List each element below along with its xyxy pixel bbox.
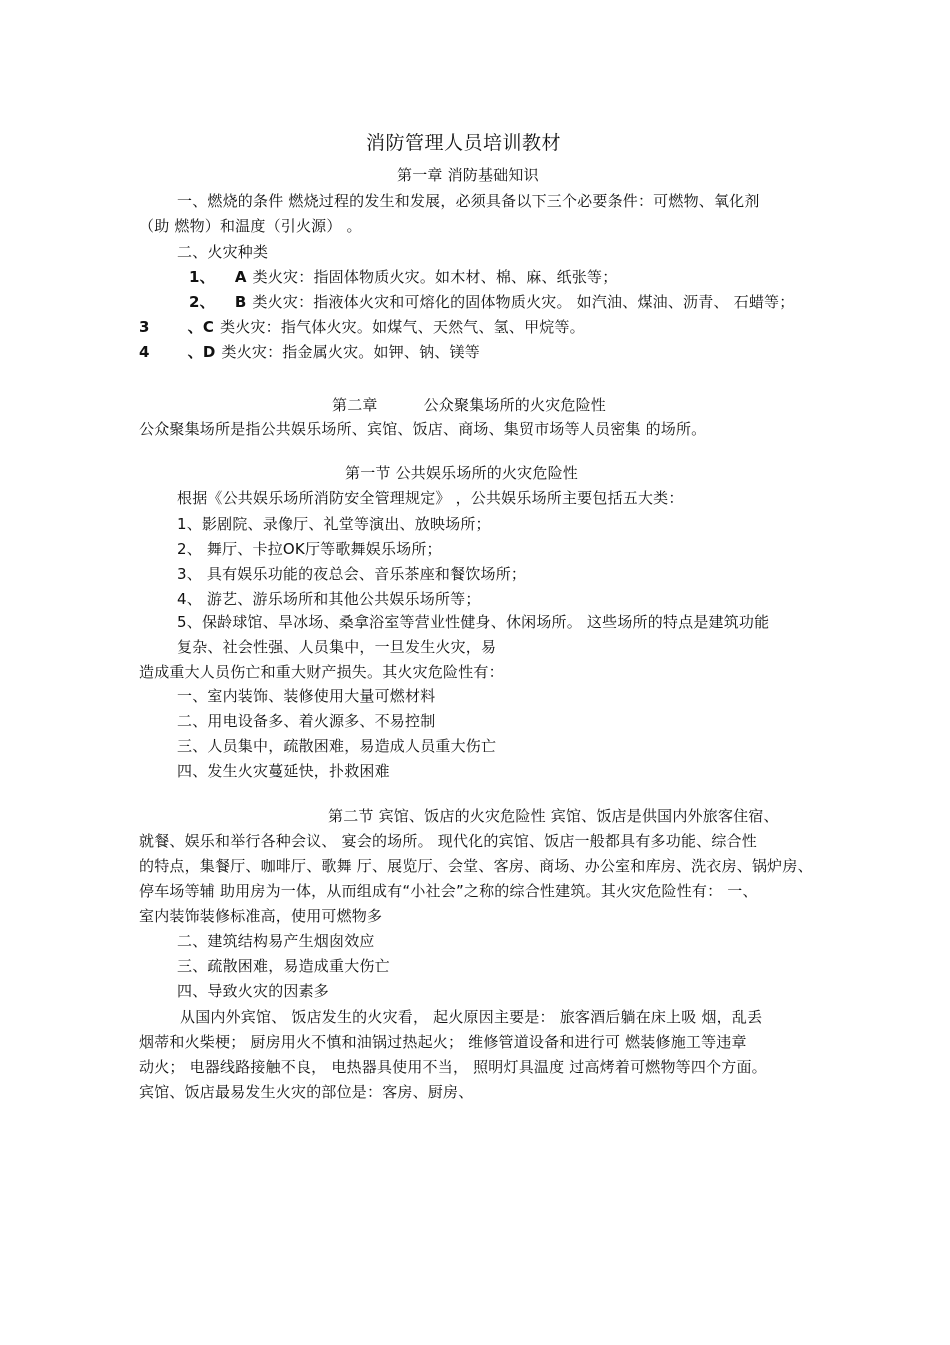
section2-line: 的特点，集餐厅、咖啡厅、歌舞 厅、展览厅、会堂、客房、商场、办公室和库房、洗衣房、锅炉房、 (139, 857, 813, 875)
item-text: 类火灾：指气体火灾。如煤气、天然气、氢、甲烷等。 (220, 318, 585, 336)
item-number: 3 (139, 318, 150, 336)
section2-line: 二、建筑结构易产生烟囱效应 (177, 932, 375, 950)
section1-line: 四、发生火灾蔓延快，扑救困难 (177, 762, 390, 780)
section2-line: 动火； 电器线路接触不良， 电热器具使用不当， 照明灯具温度 过高烤着可燃物等四个方面。 (139, 1058, 767, 1076)
section1-line: 2、 舞厅、卡拉OK厅等歌舞娱乐场所； (177, 540, 442, 558)
fire-class-item (189, 292, 794, 312)
chapter1-paragraph-line: 一、燃烧的条件 燃烧过程的发生和发展，必须具备以下三个必要条件：可燃物、氧化剂 (177, 192, 760, 210)
section2-line: 就餐、娱乐和举行各种会议、 宴会的场所。 现代化的宾馆、饭店一般都具有多功能、综合性 (139, 832, 757, 850)
section2-line: 室内装饰装修标准高，使用可燃物多 (139, 907, 383, 925)
section1-line: 三、人员集中，疏散困难，易造成人员重大伤亡 (177, 737, 497, 755)
item-letter: 、C (187, 318, 215, 336)
section2-line: 四、导致火灾的因素多 (177, 982, 330, 1000)
chapter1-heading: 第一章 消防基础知识 (397, 166, 539, 184)
chapter2-heading-text: 公众聚集场所的火灾危险性 (423, 396, 607, 414)
section2-line: 从国内外宾馆、 饭店发生的火灾看， 起火原因主要是： 旅客酒后躺在床上吸 烟，乱丢 (180, 1008, 763, 1026)
chapter2-heading-number: 第二章 (332, 396, 378, 414)
item-text: 类火灾：指固体物质火灾。如木材、棉、麻、纸张等； (252, 268, 618, 286)
item-letter: 、D (187, 343, 216, 361)
item-number: 4 (139, 343, 150, 361)
item-letter: A (234, 268, 247, 286)
section1-line: 3、 具有娱乐功能的夜总会、音乐茶座和餐饮场所； (177, 565, 527, 583)
item-number: 2、 (189, 293, 215, 311)
fire-class-item (189, 267, 617, 287)
item-letter: B (234, 293, 247, 311)
document-title: 消防管理人员培训教材 (366, 132, 562, 154)
section1-line: 造成重大人员伤亡和重大财产损失。其火灾危险性有： (139, 663, 504, 681)
section1-line: 复杂、社会性强、人员集中，一旦发生火灾，易 (177, 638, 497, 656)
chapter1-paragraph-line: （助 燃物）和温度（引火源） 。 (139, 217, 362, 235)
section2-line: 第二节 宾馆、饭店的火灾危险性 宾馆、饭店是供国内外旅客住宿、 (328, 807, 779, 825)
section1-line: 一、室内装饰、装修使用大量可燃材料 (177, 687, 436, 705)
item-number: 1、 (189, 268, 215, 286)
section1-line: 4、 游艺、游乐场所和其他公共娱乐场所等； (177, 590, 481, 608)
section1-line: 1、影剧院、录像厅、礼堂等演出、放映场所； (177, 515, 491, 533)
section1-line: 5、保龄球馆、旱冰场、桑拿浴室等营业性健身、休闲场所。 这些场所的特点是建筑功能 (177, 613, 770, 631)
section2-line: 宾馆、饭店最易发生火灾的部位是：客房、厨房、 (139, 1083, 474, 1101)
chapter2-intro: 公众聚集场所是指公共娱乐场所、宾馆、饭店、商场、集贸市场等人员密集 的场所。 (139, 420, 707, 438)
chapter1-section-heading: 二、火灾种类 (177, 243, 269, 261)
section2-line: 停车场等辅 助用房为一体，从而组成有“小社会”之称的综合性建筑。其火灾危险性有： 一、 (139, 882, 758, 900)
section2-line: 三、疏散困难，易造成重大伤亡 (177, 957, 390, 975)
chapter2-heading (332, 395, 606, 415)
item-text: 类火灾：指液体火灾和可熔化的固体物质火灾。 如汽油、煤油、沥青、 石蜡等； (252, 293, 795, 311)
fire-class-item (139, 317, 585, 337)
section1-heading: 第一节 公共娱乐场所的火灾危险性 (345, 464, 578, 482)
item-text: 类火灾：指金属火灾。如钾、钠、镁等 (221, 343, 480, 361)
fire-class-item (139, 342, 480, 362)
section2-line: 烟蒂和火柴梗； 厨房用火不慎和油锅过热起火； 维修管道设备和进行可 燃装修施工等违章 (139, 1033, 747, 1051)
section1-line: 二、用电设备多、着火源多、不易控制 (177, 712, 436, 730)
section1-line: 根据《公共娱乐场所消防安全管理规定》 ，公共娱乐场所主要包括五大类： (177, 489, 684, 507)
